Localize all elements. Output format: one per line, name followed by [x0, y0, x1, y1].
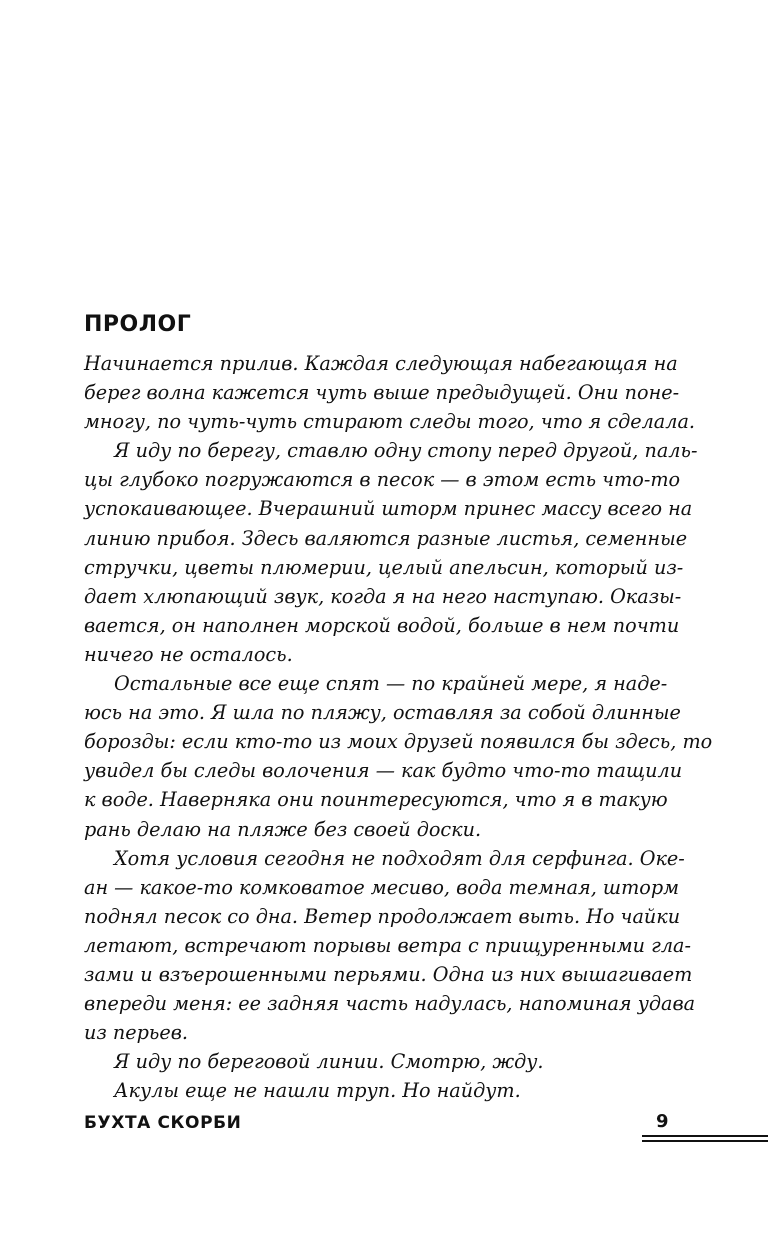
text-line: многу, по чуть-чуть стирают следы того, что я сделала. [84, 410, 695, 434]
footer-rule-top [642, 1135, 768, 1137]
text-line: Я иду по берегу, ставлю одну стопу перед другой, паль- [114, 439, 698, 463]
text-line: вается, он наполнен морской водой, больше в нем почти [84, 613, 680, 637]
text-line: успокаивающее. Вчерашний шторм принес массу всего на [84, 497, 693, 521]
text-line: ан — какое-то комковатое месиво, вода темная, шторм [84, 875, 680, 899]
text-line: летают, встречают порывы ветра с прищуренными гла- [84, 933, 691, 957]
text-line: юсь на это. Я шла по пляжу, оставляя за собой длинные [84, 701, 681, 725]
text-line: зами и взъерошенными перьями. Одна из них вышагивает [84, 962, 693, 986]
text-line: из перьев. [84, 1021, 188, 1045]
footer-rule-bottom [642, 1140, 768, 1142]
text-line: Хотя условия сегодня не подходят для серфинга. Оке- [114, 846, 685, 870]
running-footer-book-title: БУХТА СКОРБИ [84, 1113, 242, 1133]
text-line: цы глубоко погружаются в песок — в этом есть что-то [84, 468, 681, 492]
text-line: Акулы еще не нашли труп. Но найдут. [114, 1079, 521, 1103]
text-line: берег волна кажется чуть выше предыдущей. Они поне- [84, 381, 680, 405]
text-line: увидел бы следы волочения — как будто что-то тащили [84, 759, 683, 783]
text-line: Начинается прилив. Каждая следующая набегающая на [84, 352, 678, 375]
text-line: борозды: если кто-то из моих друзей появился бы здесь, то [84, 730, 713, 754]
text-line: к воде. Наверняка они поинтересуются, что я в такую [84, 788, 668, 812]
text-line: стручки, цветы плюмерии, целый апельсин, который из- [84, 555, 684, 579]
chapter-heading: ПРОЛОГ [84, 312, 192, 337]
text-line: впереди меня: ее задняя часть надулась, напоминая удава [84, 992, 696, 1016]
text-line: ничего не осталось. [84, 642, 293, 666]
chapter-body-text [84, 349, 713, 1105]
text-line: поднял песок со дна. Ветер продолжает выть. Но чайки [84, 904, 681, 928]
text-line: рань делаю на пляже без своей доски. [84, 817, 482, 841]
text-line: линию прибоя. Здесь валяются разные листья, семенные [84, 526, 688, 550]
text-line: Я иду по береговой линии. Смотрю, жду. [114, 1050, 544, 1074]
text-line: Остальные все еще спят — по крайней мере, я наде- [114, 672, 668, 696]
text-line: дает хлюпающий звук, когда я на него наступаю. Оказы- [84, 584, 682, 608]
page-number: 9 [656, 1111, 669, 1132]
